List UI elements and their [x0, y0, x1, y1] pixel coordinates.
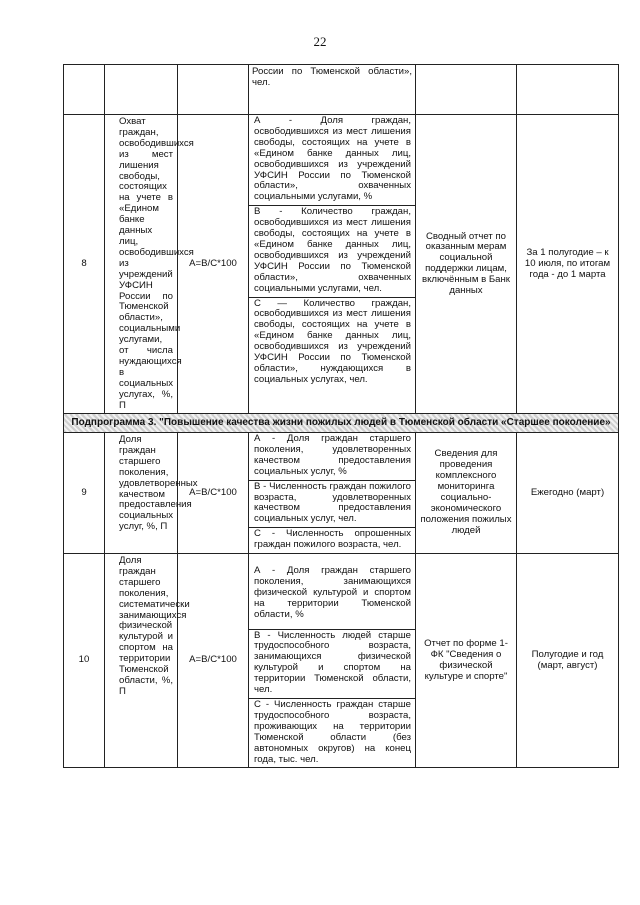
indicator-name: Доля граждан старшего поколения, удовлетворенных качеством предоставления социальных услуг, %, П	[105, 432, 178, 553]
component-b: В - Численность граждан пожилого возраста, удовлетворенных качеством предоставления социальных услуг, чел.	[249, 481, 415, 529]
formula-components	[249, 432, 416, 553]
data-source: Сводный отчет по оказанным мерам социальной поддержки лицам, включённым в Банк данных	[416, 115, 517, 414]
cell-period	[517, 65, 619, 115]
reporting-period: Полугодие и год (март, август)	[517, 554, 619, 768]
component-b: В - Количество граждан, освободившихся из мест лишения свободы, состоящих на учете в «Едином банке данных лиц, освободившихся из учреждений УФСИН России по Тюменской области», охваченных социальными услугами, чел.	[249, 206, 415, 297]
table-row-9	[64, 432, 619, 553]
page-number: 22	[313, 34, 327, 49]
component-a: А - Доля граждан старшего поколения, удовлетворенных качеством предоставления социальных услуг, %	[249, 433, 415, 481]
cell-indicator-tail: России по Тюменской области», чел.	[249, 65, 416, 115]
formula: А=В/С*100	[178, 554, 249, 768]
component-a: А - Доля граждан старшего поколения, занимающихся физической культурой и спортом на территории Тюменской области, %	[249, 554, 415, 630]
row-number: 9	[64, 432, 105, 553]
cell-name	[105, 65, 178, 115]
reporting-period: Ежегодно (март)	[517, 432, 619, 553]
subprogram-title: Подпрограмма 3. "Повышение качества жизни пожилых людей в Тюменской области «Старшее поколение»	[64, 414, 619, 433]
cell-formula	[178, 65, 249, 115]
data-source: Сведения для проведения комплексного мониторинга социально-экономического положения пожилых людей	[416, 432, 517, 553]
formula: А=В/С*100	[178, 115, 249, 414]
cell-source	[416, 65, 517, 115]
component-c: С - Численность граждан старше трудоспособного возраста, проживающих на территории Тюменской области (без автономных округов) на конец года, тыс. чел.	[254, 699, 411, 765]
subprogram-header-row	[64, 414, 619, 433]
row-number: 8	[64, 115, 105, 414]
data-source: Отчет по форме 1-ФК "Сведения о физической культуре и спорте"	[416, 554, 517, 768]
component-b: В - Численность людей старше трудоспособного возраста, занимающихся физической культурой и спортом на территории Тюменской области, чел.	[249, 630, 415, 699]
indicator-name: Доля граждан старшего поколения, систематически занимающихся физической культурой и спортом на территории Тюменской области, %, П	[105, 554, 178, 768]
formula-components	[249, 115, 416, 414]
component-c: С - Численность опрошенных граждан пожилого возраста, чел.	[254, 528, 411, 551]
component-c: С — Количество граждан, освободившихся из мест лишения свободы, состоящих на учете в «Едином банке данных лиц, освободившихся из учреждений УФСИН России по Тюменской области», нуждающихся в социальных услугах, чел.	[254, 297, 411, 385]
row-number: 10	[64, 554, 105, 768]
indicator-name: Охват граждан, освободившихся из мест лишения свободы, состоящих на учете в «Едином банке данных лиц, освободившихся из учреждений УФСИН России по Тюменской области», социальными услугами, от числа нуждающихся в социальных услугах, %, П	[105, 115, 178, 414]
table-row-8	[64, 115, 619, 414]
formula: А=В/С*100	[178, 432, 249, 553]
table-row-continuation	[64, 65, 619, 115]
reporting-period: За 1 полугодие – к 10 июля, по итогам года - до 1 марта	[517, 115, 619, 414]
component-a: А - Доля граждан, освободившихся из мест лишения свободы, состоящих на учете в «Едином банке данных лиц, освободившихся из учреждений УФСИН России по Тюменской области», охваченных социальными услугами, %	[249, 115, 415, 206]
formula-components	[249, 554, 416, 768]
cell-num	[64, 65, 105, 115]
indicators-table	[63, 64, 619, 768]
table-row-10	[64, 554, 619, 768]
